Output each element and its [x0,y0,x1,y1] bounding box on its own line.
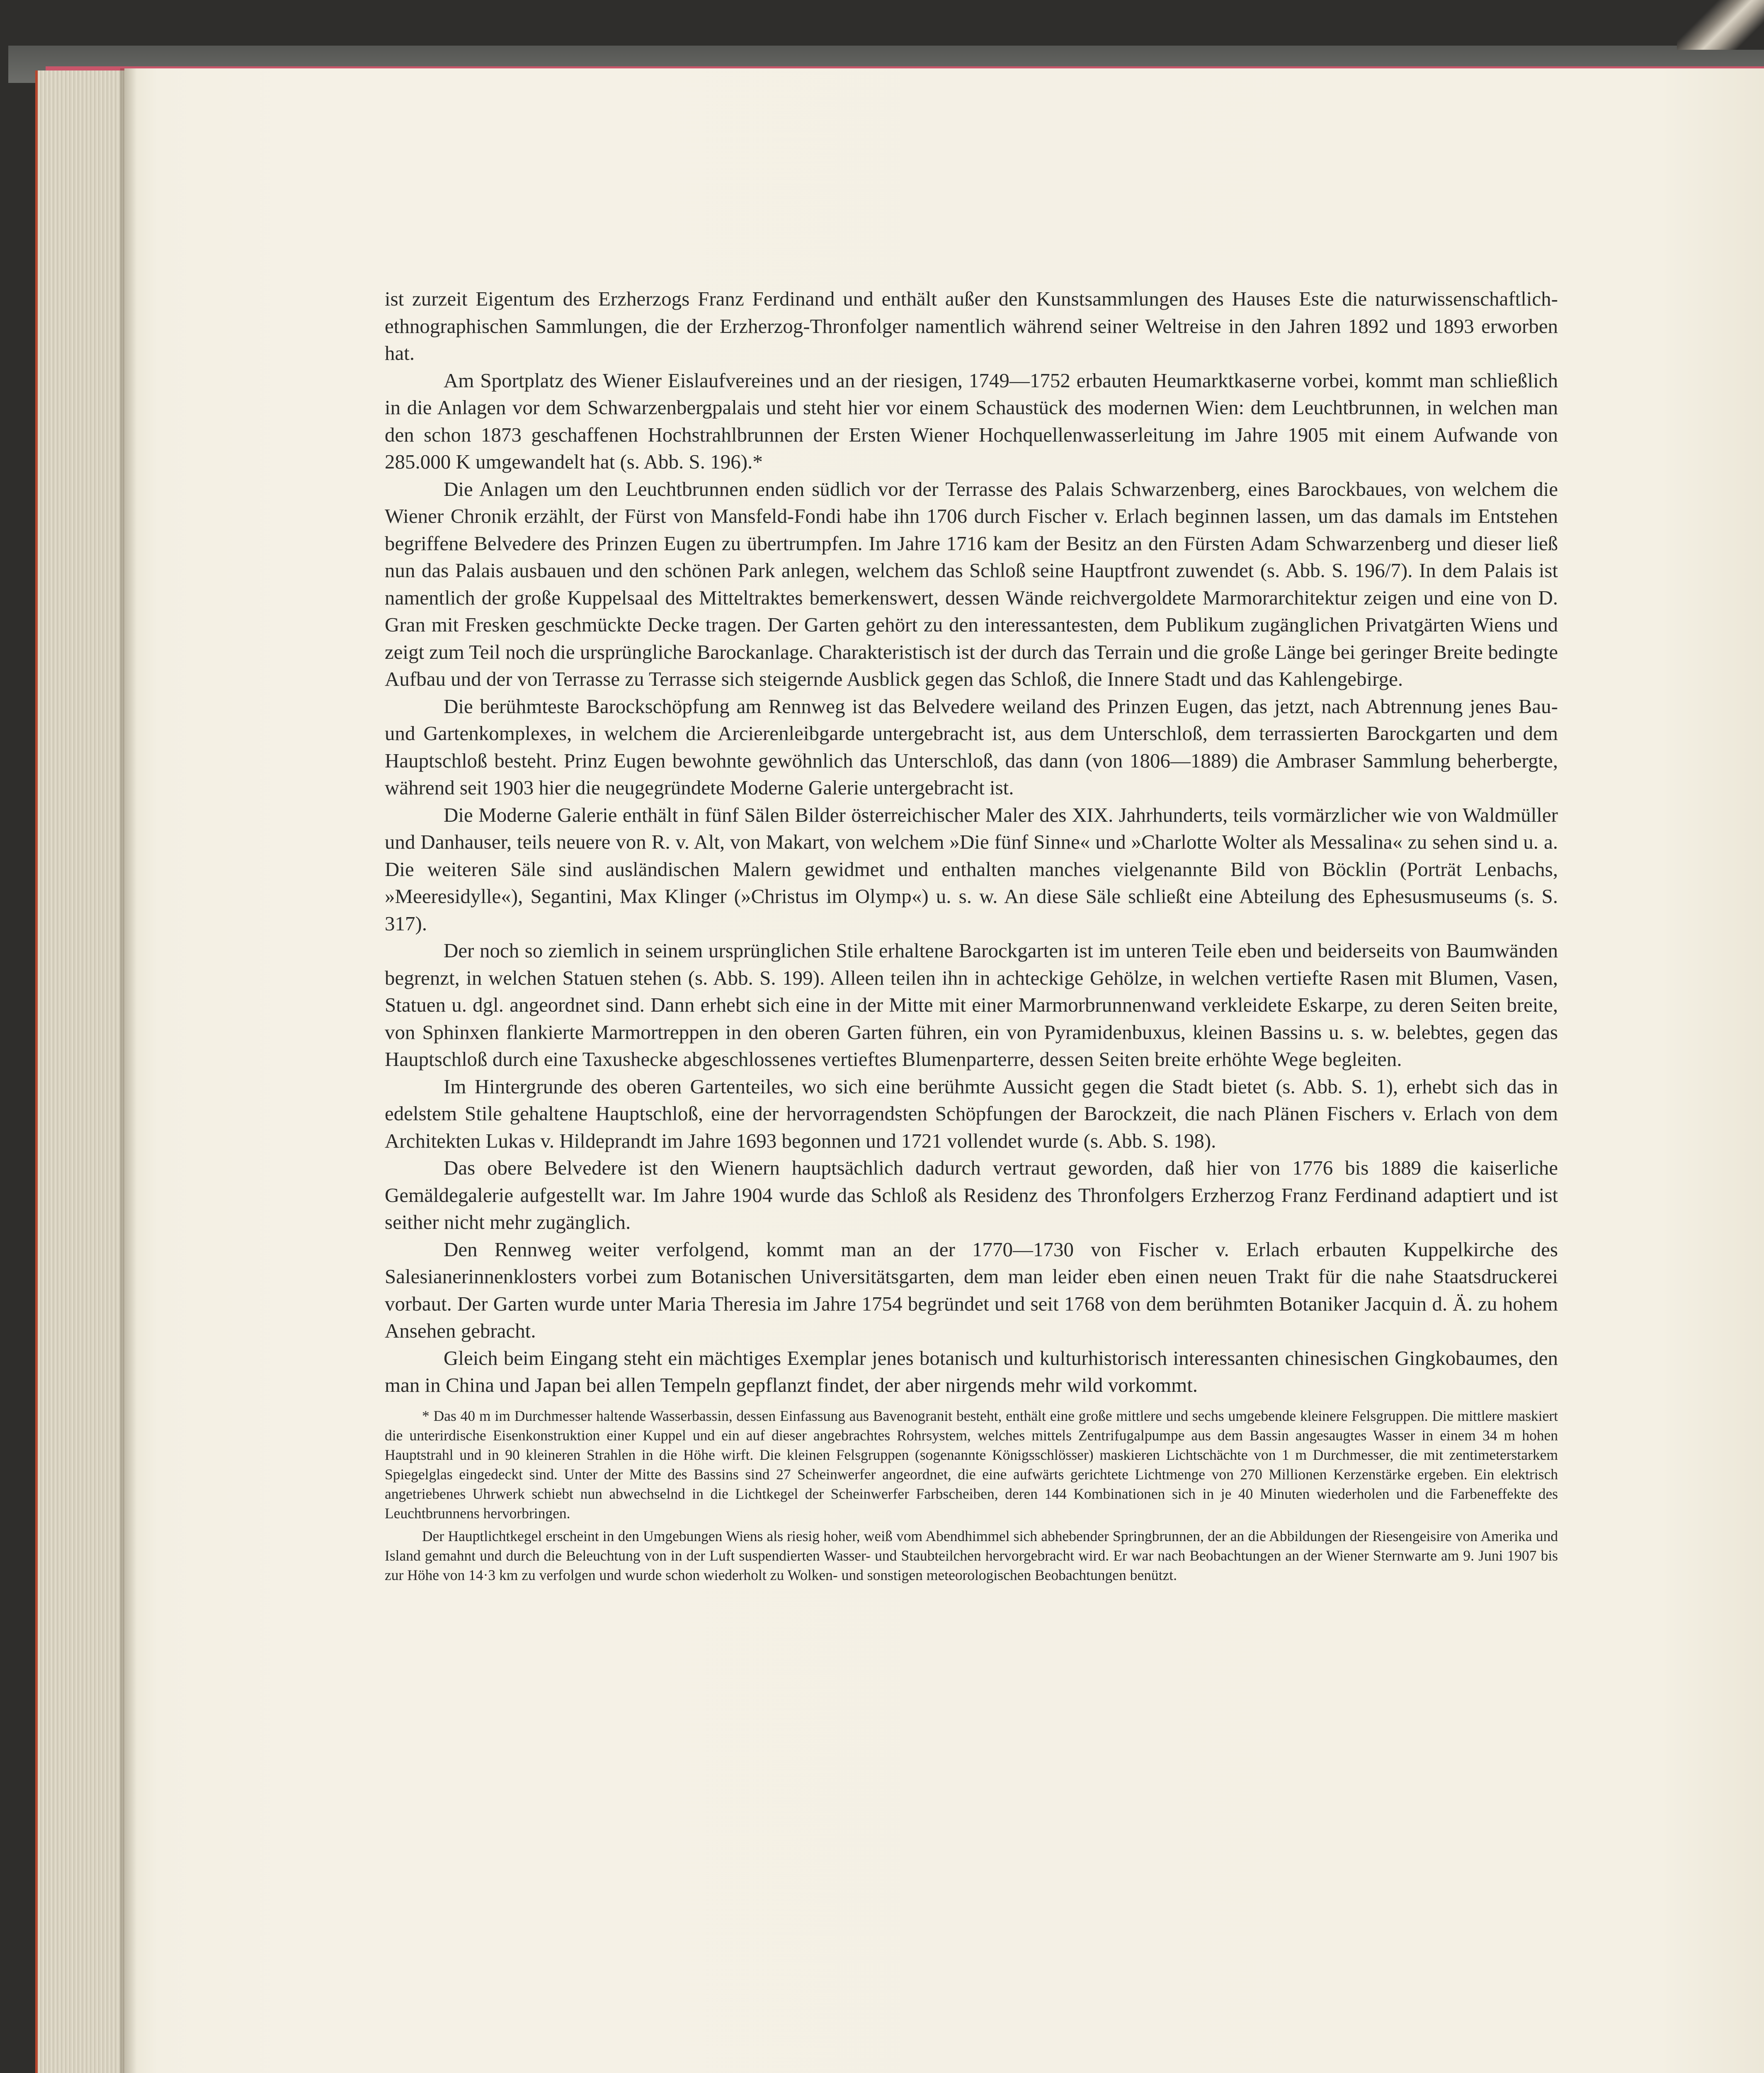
paragraph: Die Moderne Galerie enthält in fünf Sälen Bilder österreichischer Maler des XIX. Jahrhunderts, teils vormärzlicher wie von Waldmüller und Danhauser, teils neuere von R. v. Alt, von Makart, von welchem »Die fünf Sinne« und »Charlotte Wolter als Messalina« zu sehen sind u. a. Die weiteren Säle sind ausländischen Malern gewidmet und enthalten manches vielgenannte Bild von Böcklin (Porträt Lenbachs, »Meeresidylle«), Segantini, Max Klinger (»Christus im Olymp«) u. s. w. An diese Säle schließt eine Abteilung des Ephesusmuseums (s. S. 317). [385,803,1558,935]
main-text [385,285,1558,1585]
footnote: * Das 40 m im Durchmesser haltende Wasserbassin, dessen Einfassung aus Bavenogranit besteht, enthält eine große mittlere und sechs umgebende kleinere Felsgruppen. Die mittlere maskiert die unterirdische Eisenkonstruktion einer Kuppel und ein auf dieser angebrachtes Rohrsystem, welches mittels Zentrifugalpumpe aus dem Bassin angesaugtes Wasser in einem 34 m hohen Hauptstrahl und in 90 kleineren Strahlen in die Höhe wirft. Die kleinen Felsgruppen (sogenannte Königsschlösser) maskieren Lichtschächte von 1 m Durchmesser, die mit zentimeterstarkem Spiegelglas eingedeckt sind. Unter der Mitte des Bassins sind 27 Scheinwerfer angeordnet, die eine aufwärts gerichtete Lichtmenge von 270 Millionen Kerzenstärke ergeben. Ein elektrisch angetriebenes Uhrwerk schiebt nun abwechselnd in die Lichtkegel der Scheinwerfer Farbscheiben, deren 144 Kombinationen sich in je 40 Minuten wiederholen und die Farbeneffekte des Leuchtbrunnens hervorbringen. [385,1407,1558,1522]
paragraph: Der noch so ziemlich in seinem ursprünglichen Stile erhaltene Barockgarten ist im unteren Teile eben und beiderseits von Baumwänden begrenzt, in welchen Statuen stehen (s. Abb. S. 199). Alleen teilen ihn in achteckige Gehölze, in welchen vertiefte Rasen mit Blumen, Vasen, Statuen u. dgl. angeordnet sind. Dann erhebt sich eine in der Mitte mit einer Marmorbrunnenwand verkleidete Eskarpe, zu deren Seiten breite, von Sphinxen flankierte Marmortreppen in den oberen Garten führen, ein von Pyramidenbuxus, kleinen Bassins u. s. w. belebtes, gegen das Hauptschloß durch eine Taxushecke abgeschlossenes vertieftes Blumenparterre, dessen Seiten breite erhöhte Wege begleiten. [385,939,1558,1070]
paragraph: Die Anlagen um den Leuchtbrunnen enden südlich vor der Terrasse des Palais Schwarzenberg, eines Barockbaues, von welchem die Wiener Chronik erzählt, der Fürst von Mansfeld-Fondi habe ihn 1706 durch Fischer v. Erlach beginnen lassen, um das damals im Entstehen begriffene Belvedere des Prinzen Eugen zu übertrumpfen. Im Jahre 1716 kam der Besitz an den Fürsten Adam Schwarzenberg und dieser ließ nun das Palais ausbauen und den schönen Park anlegen, welchem das Schloß seine Hauptfront zuwendet (s. Abb. S. 196/7). In dem Palais ist namentlich der große Kuppelsaal des Mitteltraktes bemerkenswert, dessen Wände reichvergoldete Marmorarchitektur zeigen und eine von D. Gran mit Fresken geschmückte Decke tragen. Der Garten gehört zu den interessantesten, dem Publikum zugänglichen Privatgärten Wiens und zeigt zum Teil noch die ursprüngliche Barockanlage. Charakteristisch ist der durch das Terrain und die große Länge bei geringer Breite bedingte Aufbau und der von Terrasse zu Terrasse sich steigernde Ausblick gegen das Schloß, die Innere Stadt und das Kahlengebirge. [385,477,1558,690]
paragraph: ist zurzeit Eigentum des Erzherzogs Franz Ferdinand und enthält außer den Kunstsammlungen des Hauses Este die naturwissenschaftlich-ethnographischen Sammlungen, die der Erzherzog-Thronfolger namentlich während seiner Weltreise in den Jahren 1892 und 1893 erworben hat. [385,287,1558,364]
paragraph: Im Hintergrunde des oberen Gartenteiles, wo sich eine berühmte Aussicht gegen die Stadt bietet (s. Abb. S. 1), erhebt sich das in edelstem Stile gehaltene Hauptschloß, eine der hervorragendsten Schöpfungen der Barockzeit, die nach Plänen Fischers v. Erlach von dem Architekten Lukas v. Hildeprandt im Jahre 1693 begonnen und 1721 vollendet wurde (s. Abb. S. 198). [385,1075,1558,1152]
paragraph: Gleich beim Eingang steht ein mächtiges Exemplar jenes botanisch und kulturhistorisch interessanten chinesischen Gingkobaumes, den man in China und Japan bei allen Tempeln gepflanzt findet, der aber nirgends mehr wild vorkommt. [385,1346,1558,1396]
paragraph: Das obere Belvedere ist den Wienern hauptsächlich dadurch vertraut geworden, daß hier von 1776 bis 1889 die kaiserliche Gemäldegalerie aufgestellt war. Im Jahre 1904 wurde das Schloß als Residenz des Thronfolgers Erzherzog Franz Ferdinand adaptiert und ist seither nicht mehr zugänglich. [385,1156,1558,1233]
paragraph: Die berühmteste Barockschöpfung am Rennweg ist das Belvedere weiland des Prinzen Eugen, das jetzt, nach Abtrennung jenes Bau- und Gartenkomplexes, in welchem die Arcierenleibgarde untergebracht ist, aus dem Unterschloß, dem terrassierten Barockgarten und dem Hauptschloß besteht. Prinz Eugen bewohnte gewöhnlich das Unterschloß, das dann (von 1806—1889) die Ambraser Sammlung beherbergte, während seit 1903 hier die neugegründete Moderne Galerie untergebracht ist. [385,694,1558,799]
paragraph: Den Rennweg weiter verfolgend, kommt man an der 1770—1730 von Fischer v. Erlach erbauten Kuppelkirche des Salesianerinnenklosters vorbei zum Botanischen Universitätsgarten, dem man leider eben einen neuen Trakt für die nahe Staatsdruckerei vorbaut. Der Garten wurde unter Maria Theresia im Jahre 1754 begründet und seit 1768 von dem berühmten Botaniker Jacquin d. Ä. zu hohem Ansehen gebracht. [385,1238,1558,1342]
frayed-corner [1677,0,1764,50]
footnotes [385,1406,1558,1585]
footnote: Der Hauptlichtkegel erscheint in den Umgebungen Wiens als riesig hoher, weiß vom Abendhimmel sich abhebender Springbrunnen, der an die Abbildungen der Riesengeisire von Amerika und Island gemahnt und durch die Beleuchtung von in der Luft suspendierten Wasser- und Staubteilchen hervorgebracht wird. Er war nach Beobachtungen an der Wiener Sternwarte am 9. Juni 1907 bis zur Höhe von 14·3 km zu verfolgen und wurde schon wiederholt zu Wolken- und sonstigen meteorologischen Beobachtungen benützt. [385,1527,1558,1583]
paragraph: Am Sportplatz des Wiener Eislaufvereines und an der riesigen, 1749—1752 erbauten Heumarktkaserne vorbei, kommt man schließlich in die Anlagen vor dem Schwarzenbergpalais und steht hier vor einem Schaustück des modernen Wien: dem Leuchtbrunnen, in welchen man den schon 1873 geschaffenen Hochstrahlbrunnen der Ersten Wiener Hochquellenwasserleitung im Jahre 1905 mit einem Aufwande von 285.000 K umgewandelt hat (s. Abb. S. 196).* [385,369,1558,473]
gutter-shadow [120,68,137,2073]
